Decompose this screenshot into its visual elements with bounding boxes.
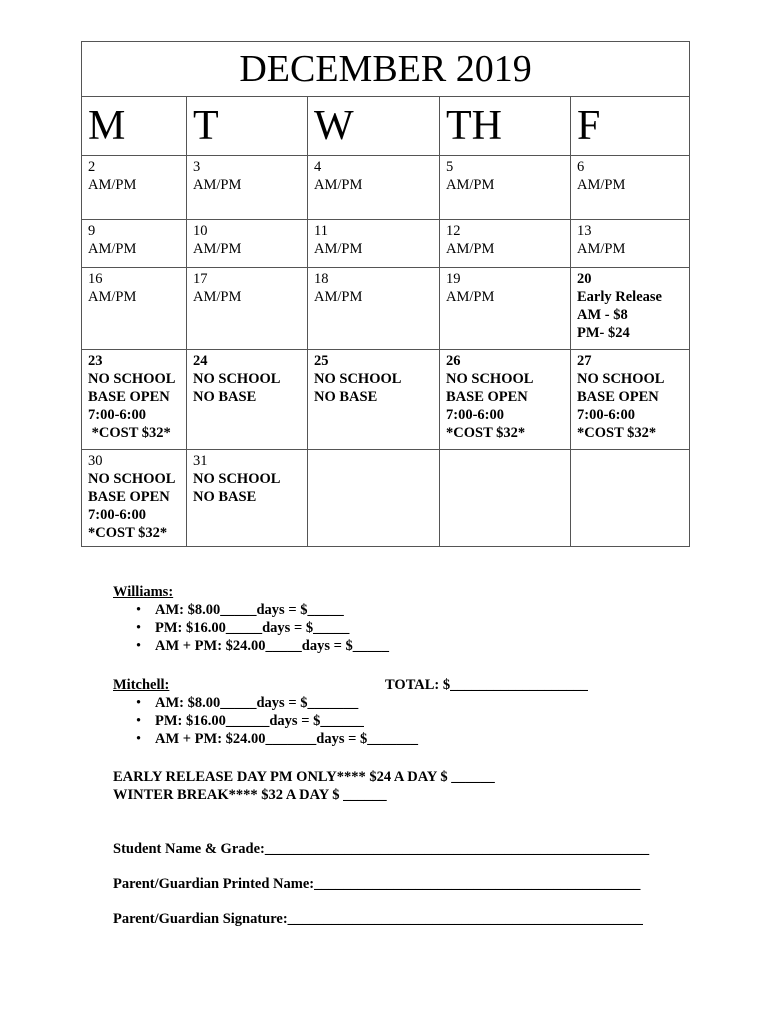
calendar-day-cell — [187, 220, 308, 268]
calendar-day-cell — [187, 350, 308, 450]
day-note: AM/PM — [446, 289, 495, 305]
calendar-day-cell — [440, 156, 571, 220]
day-note: 7:00-6:00 — [88, 507, 146, 523]
mitchell-pm-line: • PM: $16.00______days = $______ — [110, 712, 418, 730]
day-number: 20 — [577, 271, 592, 287]
day-note: NO BASE — [193, 389, 257, 405]
day-note: AM/PM — [88, 177, 137, 193]
day-number: 26 — [446, 353, 461, 369]
day-note: AM/PM — [193, 177, 242, 193]
day-number: 5 — [446, 159, 454, 175]
calendar-day-cell — [308, 156, 440, 220]
calendar-empty-cell — [571, 450, 690, 547]
day-note: NO SCHOOL — [88, 371, 176, 387]
day-note: AM/PM — [88, 289, 137, 305]
winter-break-line: WINTER BREAK**** $32 A DAY $ ______ — [113, 787, 387, 803]
day-note: AM/PM — [193, 241, 242, 257]
day-number: 13 — [577, 223, 592, 239]
day-note: NO SCHOOL — [193, 371, 281, 387]
day-note: *COST $32* — [88, 425, 171, 441]
mitchell-section — [113, 676, 418, 748]
day-number: 3 — [193, 159, 201, 175]
day-note: *COST $32* — [446, 425, 526, 441]
day-note: BASE OPEN — [88, 489, 170, 505]
williams-am-line: • AM: $8.00_____days = $_____ — [110, 601, 389, 619]
calendar-day-cell — [187, 450, 308, 547]
student-name-field[interactable]: Student Name & Grade:_____________________________________________________ — [113, 841, 650, 857]
calendar-day-cell — [308, 268, 440, 350]
day-note: NO SCHOOL — [446, 371, 534, 387]
day-header-wednesday: W — [308, 97, 440, 156]
calendar-day-cell — [82, 268, 187, 350]
day-header-monday: M — [82, 97, 187, 156]
williams-pm-line: • PM: $16.00_____days = $_____ — [110, 619, 389, 637]
day-number: 17 — [193, 271, 208, 287]
calendar-day-cell — [571, 350, 690, 450]
calendar-week-row — [82, 268, 690, 350]
calendar-week-row — [82, 156, 690, 220]
parent-signature-field[interactable]: Parent/Guardian Signature:_________________________________________________ — [113, 911, 643, 927]
day-header-thursday: TH — [440, 97, 571, 156]
day-number: 24 — [193, 353, 208, 369]
day-note: AM/PM — [88, 241, 137, 257]
day-note: AM/PM — [314, 241, 363, 257]
day-note: 7:00-6:00 — [446, 407, 504, 423]
day-header-friday: F — [571, 97, 690, 156]
day-note: Early Release — [577, 289, 662, 305]
calendar-day-cell — [82, 350, 187, 450]
day-note: AM/PM — [446, 177, 495, 193]
mitchell-heading: Mitchell: — [113, 677, 170, 693]
calendar-day-cell — [82, 156, 187, 220]
williams-section — [113, 583, 389, 655]
calendar-day-cell — [440, 220, 571, 268]
day-number: 10 — [193, 223, 208, 239]
day-note: AM/PM — [314, 177, 363, 193]
day-note: AM/PM — [193, 289, 242, 305]
day-note: 7:00-6:00 — [577, 407, 635, 423]
day-number: 18 — [314, 271, 329, 287]
calendar-day-cell — [571, 156, 690, 220]
day-note: 7:00-6:00 — [88, 407, 146, 423]
calendar-title: DECEMBER 2019 — [82, 42, 690, 97]
day-note: NO SCHOOL — [88, 471, 176, 487]
williams-ampm-line: • AM + PM: $24.00_____days = $_____ — [110, 637, 389, 655]
day-note: AM/PM — [446, 241, 495, 257]
day-number: 4 — [314, 159, 322, 175]
day-number: 19 — [446, 271, 461, 287]
calendar-day-cell — [571, 268, 690, 350]
calendar-day-cell — [440, 350, 571, 450]
calendar-day-cell — [571, 220, 690, 268]
day-number: 11 — [314, 223, 328, 239]
day-note: NO SCHOOL — [577, 371, 665, 387]
day-note: AM/PM — [577, 177, 626, 193]
day-note: NO SCHOOL — [193, 471, 281, 487]
calendar-week-row — [82, 350, 690, 450]
day-number: 2 — [88, 159, 96, 175]
day-number: 30 — [88, 453, 103, 469]
calendar-week-row — [82, 220, 690, 268]
total-line: TOTAL: $___________________ — [385, 677, 588, 693]
day-number: 9 — [88, 223, 96, 239]
day-note: BASE OPEN — [577, 389, 659, 405]
day-note: *COST $32* — [577, 425, 657, 441]
day-header-tuesday: T — [187, 97, 308, 156]
day-number: 31 — [193, 453, 208, 469]
day-note: BASE OPEN — [446, 389, 528, 405]
parent-printed-name-field[interactable]: Parent/Guardian Printed Name:_____________________________________________ — [113, 876, 641, 892]
calendar-day-cell — [82, 220, 187, 268]
calendar-day-cell — [308, 220, 440, 268]
day-number: 16 — [88, 271, 103, 287]
day-number: 23 — [88, 353, 103, 369]
calendar-day-cell — [82, 450, 187, 547]
calendar-week-row — [82, 450, 690, 547]
calendar-empty-cell — [308, 450, 440, 547]
day-note: NO BASE — [193, 489, 257, 505]
mitchell-ampm-line: • AM + PM: $24.00_______days = $_______ — [110, 730, 418, 748]
day-note: AM/PM — [577, 241, 626, 257]
calendar-table — [81, 41, 690, 547]
day-number: 27 — [577, 353, 592, 369]
calendar-day-cell — [308, 350, 440, 450]
day-note: *COST $32* — [88, 525, 168, 541]
day-number: 6 — [577, 159, 585, 175]
day-note: NO SCHOOL — [314, 371, 402, 387]
day-note: NO BASE — [314, 389, 378, 405]
calendar-day-cell — [440, 268, 571, 350]
day-number: 12 — [446, 223, 461, 239]
day-number: 25 — [314, 353, 329, 369]
day-note: AM/PM — [314, 289, 363, 305]
mitchell-am-line: • AM: $8.00_____days = $_______ — [110, 694, 418, 712]
calendar-day-cell — [187, 268, 308, 350]
day-note: AM - $8 — [577, 307, 628, 323]
early-release-line: EARLY RELEASE DAY PM ONLY**** $24 A DAY $ ______ — [113, 769, 495, 785]
day-note: PM- $24 — [577, 325, 630, 341]
calendar-empty-cell — [440, 450, 571, 547]
day-note: BASE OPEN — [88, 389, 170, 405]
calendar-day-cell — [187, 156, 308, 220]
williams-heading: Williams: — [113, 584, 174, 600]
